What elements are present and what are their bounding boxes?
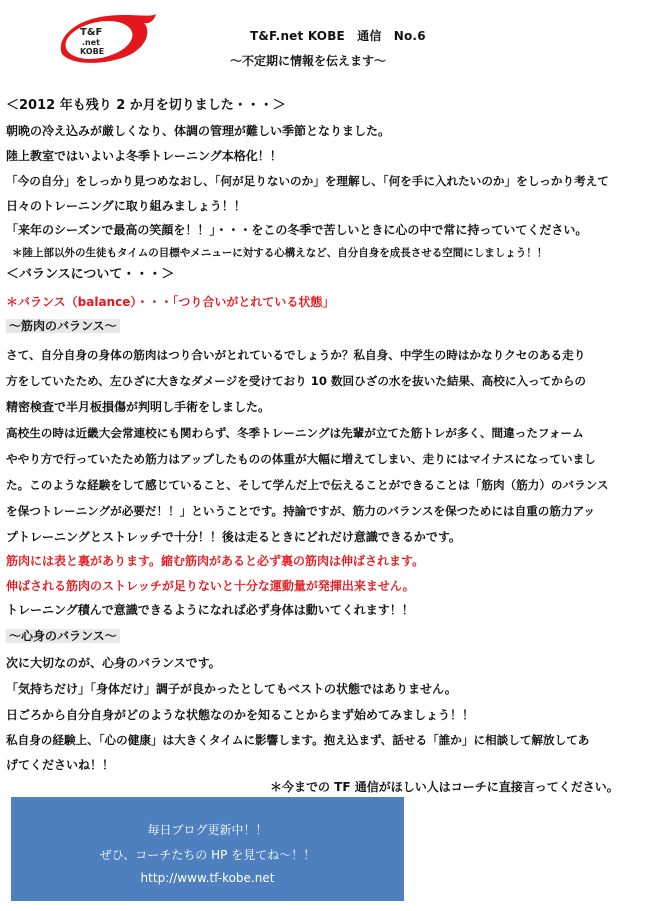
body-line: 陸上教室ではいよいよ冬季トレーニング本格化！！ [6,149,282,163]
body-line: 「気持ちだけ」「身体だけ」調子が良かったとしてもベストの状態ではありません。 [6,682,457,696]
body-line: 高校生の時は近畿大会常連校にも関わらず、冬季トレーニングは先輩が立てた筋トレが多く、間違ったフォーム [6,426,584,440]
body-line: 「来年のシーズンで最高の笑顔を！！」・・・をこの冬季で苦しいときに心の中で常に持っていてください。 [6,223,588,237]
body-line: 朝晩の冷え込みが厳しくなり、体調の管理が難しい季節となりました。 [6,124,391,138]
note-line: ＊陸上部以外の生徒もタイムの目標やメニューに対する心構えなど、自分自身を成長させる空間にしましょう！！ [12,247,548,259]
promo-line-hp: ぜひ、コーチたちの HP を見てね～！！ [99,848,316,862]
subheading-mind-body-balance: ～心身のバランス～ [6,629,120,643]
tf-net-kobe-logo [52,10,164,70]
svg-text:T&F: T&F [80,27,103,38]
body-line: 日ごろから自分自身がどのような状態なのかを知ることからまず始めてみましょう！！ [6,708,475,722]
body-line: さて、自分自身の身体の筋肉はつり合いがとれているでしょうか？私自身、中学生の時はかなりクセのある走り [6,348,586,362]
closing-note: ＊今までの TF 通信がほしい人はコーチに直接言ってください。 [270,780,619,794]
section-heading-2012: ＜2012 年も残り 2 か月を切りました・・・＞ [6,98,286,113]
subheading-muscle-balance: ～筋肉のバランス～ [6,319,120,333]
body-line: 私自身の経験上、「心の健康」は大きくタイムに影響します。抱え込まず、話せる「誰か」に相談して解放してあ [6,733,590,747]
promo-url-link[interactable]: http://www.tf-kobe.net [140,871,275,885]
body-line: た。このような経験をして感じていること、そして学んだ上で伝えることができることは「筋肉（筋力）のバランス [6,478,609,492]
body-line: 方をしていたため、左ひざに大きなダメージを受けており 10 数回ひざの水を抜いた結果、高校に入ってからの [6,374,587,388]
body-line: ややり方で行っていたため筋力はアップしたものの体重が大幅に増えてしまい、走りにはマイナスになっていまし [6,452,596,466]
body-line: トレーニング積んで意識できるようになれば必ず身体は動いてくれます！！ [6,603,414,617]
svg-text:KOBE: KOBE [80,47,105,56]
newsletter-subtitle: ～不定期に情報を伝えます～ [230,54,387,68]
section-heading-balance: ＜バランスについて・・・＞ [6,267,175,282]
body-line: 次に大切なのが、心身のバランスです。 [6,656,221,670]
promo-line-blog: 毎日ブログ更新中！！ [147,823,268,837]
body-line: を保つトレーニングが必要だ！！」ということです。持論ですが、筋力のバランスを保つためには自重の筋力アッ [6,504,595,518]
red-emphasis-line: 筋肉には表と裏があります。縮む筋肉があると必ず裏の筋肉は伸ばされます。 [6,554,425,568]
svg-text:.net: .net [82,38,100,47]
body-line: プトレーニングとストレッチで十分！！後は走るときにどれだけ意識できるかです。 [6,530,461,544]
body-line: 精密検査で半月板損傷が判明し手術をしました。 [6,400,271,414]
newsletter-title: T&F.net KOBE 通信 No.6 [250,29,426,43]
balance-definition: ＊バランス（balance）・・・「つり合いがとれている状態」 [6,295,335,309]
body-line: 「今の自分」をしっかり見つめなおし、「何が足りないのか」を理解し、「何を手に入れたいのか」をしっかり考えて [6,174,609,188]
body-line: 日々のトレーニングに取り組みましょう！！ [6,199,246,213]
red-emphasis-line: 伸ばされる筋肉のストレッチが足りないと十分な運動量が発揮出来ません。 [6,579,415,593]
body-line: げてくださいね！！ [6,758,115,772]
blog-promo-box [11,797,404,901]
